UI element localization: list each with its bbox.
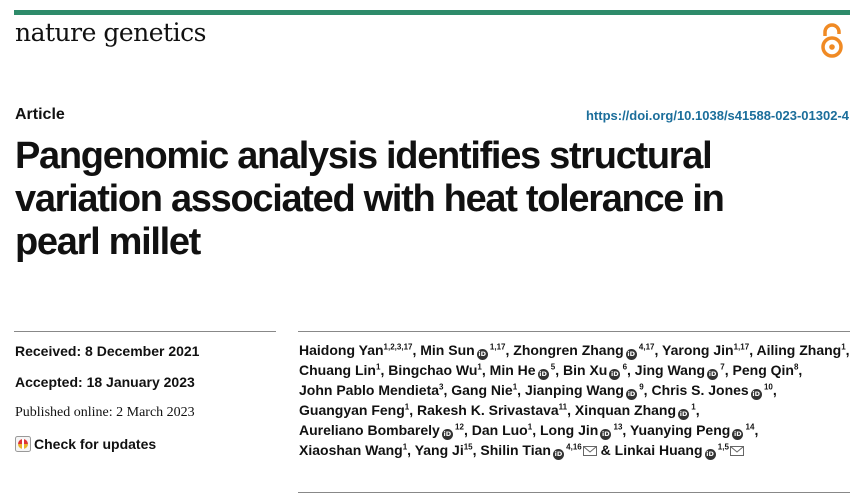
author-label: Linkai Huang <box>614 442 703 458</box>
email-icon[interactable] <box>730 446 744 456</box>
affiliation-marker: 1 <box>512 382 518 392</box>
author-name[interactable] <box>601 442 744 458</box>
affiliation-marker: 15 <box>463 442 473 452</box>
check-updates-icon <box>15 436 31 452</box>
orcid-icon[interactable]: iD <box>708 370 717 378</box>
doi-link[interactable]: https://doi.org/10.1038/s41588-023-01302-4 <box>585 108 849 123</box>
author-label: Jianping Wang <box>524 382 624 398</box>
email-icon[interactable] <box>583 446 597 456</box>
open-access-icon <box>820 22 844 60</box>
author-label: Chuang Lin <box>299 362 376 378</box>
date-value: 18 January 2023 <box>86 374 195 390</box>
author-label: Bin Xu <box>563 362 608 378</box>
author-label: Min Sun <box>420 342 475 358</box>
author-label: Jing Wang <box>634 362 706 378</box>
orcid-icon[interactable]: iD <box>627 390 636 398</box>
author-label: Long Jin <box>539 422 599 438</box>
affiliation-marker: 1 <box>689 402 696 412</box>
orcid-icon[interactable]: iD <box>554 450 563 458</box>
author-name[interactable] <box>733 362 799 378</box>
title-line: pearl millet <box>15 221 201 263</box>
author-name[interactable] <box>525 382 644 398</box>
author-name[interactable] <box>472 422 532 438</box>
affiliation-marker: 5 <box>548 362 556 372</box>
author-name[interactable] <box>540 422 622 438</box>
author-label: Shilin Tian <box>480 442 551 458</box>
author-label: Yuanying Peng <box>629 422 731 438</box>
author-name[interactable] <box>299 442 407 458</box>
author-name[interactable] <box>563 362 627 378</box>
check-updates-button[interactable] <box>15 436 156 452</box>
orcid-icon[interactable]: iD <box>734 430 742 438</box>
orcid-icon[interactable]: iD <box>679 410 688 418</box>
divider <box>298 331 850 332</box>
affiliation-marker: 1 <box>376 362 381 372</box>
date-label: Published online: <box>15 405 113 420</box>
author-name[interactable] <box>299 382 443 398</box>
affiliation-marker: 13 <box>611 422 623 432</box>
article-title <box>15 135 845 264</box>
orcid-icon[interactable]: iD <box>752 390 761 398</box>
affiliation-marker: 3 <box>439 382 444 392</box>
date-label: Received: <box>15 343 82 359</box>
journal-name: nature genetics <box>15 18 206 47</box>
author-label: Yang Ji <box>414 442 464 458</box>
orcid-icon[interactable]: iD <box>443 430 452 438</box>
affiliation-marker: 14 <box>743 422 755 432</box>
journal-accent-bar <box>14 10 850 15</box>
published-date <box>15 405 199 436</box>
dates-block <box>15 343 199 436</box>
affiliation-marker: 1,17 <box>487 342 506 352</box>
author-label: Chris S. Jones <box>651 382 749 398</box>
affiliation-marker: 1,5 <box>715 442 729 452</box>
author-name[interactable] <box>630 422 754 438</box>
date-value: 2 March 2023 <box>116 405 195 420</box>
author-name[interactable] <box>299 402 409 418</box>
affiliation-marker: 4,17 <box>636 342 655 352</box>
author-name[interactable] <box>299 362 380 378</box>
author-label: Min He <box>489 362 536 378</box>
affiliation-marker: 1 <box>404 402 410 412</box>
author-label: John Pablo Mendieta <box>299 382 440 398</box>
author-conjunction: & <box>600 442 615 458</box>
affiliation-marker: 12 <box>452 422 464 432</box>
author-label: Ailing Zhang <box>756 342 842 358</box>
affiliation-marker: 1 <box>527 422 533 432</box>
affiliation-marker: 8 <box>793 362 799 372</box>
orcid-icon[interactable]: iD <box>706 450 714 458</box>
article-type: Article <box>15 106 65 123</box>
orcid-icon[interactable]: iD <box>611 370 619 378</box>
title-line: Pangenomic analysis identifies structural <box>15 135 712 177</box>
affiliation-marker: 7 <box>718 362 725 372</box>
author-label: Haidong Yan <box>299 342 384 358</box>
author-name[interactable] <box>388 362 482 378</box>
author-label: Xinquan Zhang <box>574 402 677 418</box>
author-name[interactable] <box>635 362 725 378</box>
orcid-icon[interactable]: iD <box>601 430 610 438</box>
affiliation-marker: 11 <box>558 402 568 412</box>
date-label: Accepted: <box>15 374 83 390</box>
author-name[interactable] <box>651 382 772 398</box>
author-name[interactable] <box>451 382 517 398</box>
author-label: Zhongren Zhang <box>513 342 624 358</box>
affiliation-marker: 10 <box>761 382 773 392</box>
author-name[interactable] <box>420 342 505 358</box>
author-name[interactable] <box>415 442 473 458</box>
author-label: Rakesh K. Srivastava <box>417 402 559 418</box>
divider <box>298 492 850 493</box>
author-name[interactable] <box>480 442 596 458</box>
author-label: Dan Luo <box>471 422 528 438</box>
received-date <box>15 343 199 374</box>
author-label: Xiaoshan Wang <box>299 442 403 458</box>
author-name[interactable] <box>299 342 412 358</box>
orcid-icon[interactable]: iD <box>627 350 636 358</box>
author-label: Guangyan Feng <box>299 402 405 418</box>
check-updates-label: Check for updates <box>34 436 157 452</box>
accepted-date <box>15 374 199 405</box>
author-name[interactable] <box>575 402 696 418</box>
author-label: Yarong Jin <box>662 342 734 358</box>
affiliation-marker: 1 <box>841 342 846 352</box>
affiliation-marker: 1 <box>477 362 482 372</box>
author-name[interactable] <box>299 422 464 438</box>
affiliation-marker: 1,2,3,17 <box>383 342 413 352</box>
affiliation-marker: 6 <box>620 362 628 372</box>
divider <box>14 331 276 332</box>
title-line: variation associated with heat tolerance in <box>15 178 724 220</box>
orcid-icon[interactable]: iD <box>539 370 547 378</box>
orcid-icon[interactable]: iD <box>478 350 486 358</box>
author-name[interactable] <box>662 342 749 358</box>
author-list: Haidong Yan$^{1,2,3,17}$, Min Sun iD $^{1,17}$, Zhongren Zhang iD $^{4,17}$, Yarong Jin$^{1,17}$, Ailing Zhang$^1$, Chuang Lin$^1$, Bingchao Wu$^1$, Min He iD $^5$, Bin Xu iD $^6$, Jing Wang iD $^7$, Peng Qin$^8$, John Pablo Mendieta$^3$, Gang Nie$^1$, Jianping Wang iD $^9$, Chris S. Jones iD $^{10}$, Guangyan Feng$^1$, Rakesh K. Srivastava$^{11}$, Xinquan Zhang iD $^1$, Aureliano Bombarely iD $^{12}$, Dan Luo$^1$, Long Jin iD $^{13}$, Yuanying Peng iD $^{14}$, Xiaoshan Wang$^1$, Yang Ji$^{15}$, Shilin Tian iD $^{4,16}$ & Linkai Huang iD $^{1,5}$ <box>299 342 850 458</box>
author-name[interactable] <box>513 342 654 358</box>
author-label: Peng Qin <box>732 362 794 378</box>
affiliation-marker: 9 <box>637 382 644 392</box>
author-name[interactable] <box>490 362 556 378</box>
affiliation-marker: 1 <box>402 442 408 452</box>
author-label: Gang Nie <box>451 382 513 398</box>
author-name[interactable] <box>417 402 567 418</box>
author-name[interactable] <box>756 342 845 358</box>
author-label: Bingchao Wu <box>388 362 478 378</box>
affiliation-marker: 4,16 <box>563 442 582 452</box>
affiliation-marker: 1,17 <box>733 342 750 352</box>
date-value: 8 December 2021 <box>85 343 200 359</box>
author-label: Aureliano Bombarely <box>299 422 440 438</box>
